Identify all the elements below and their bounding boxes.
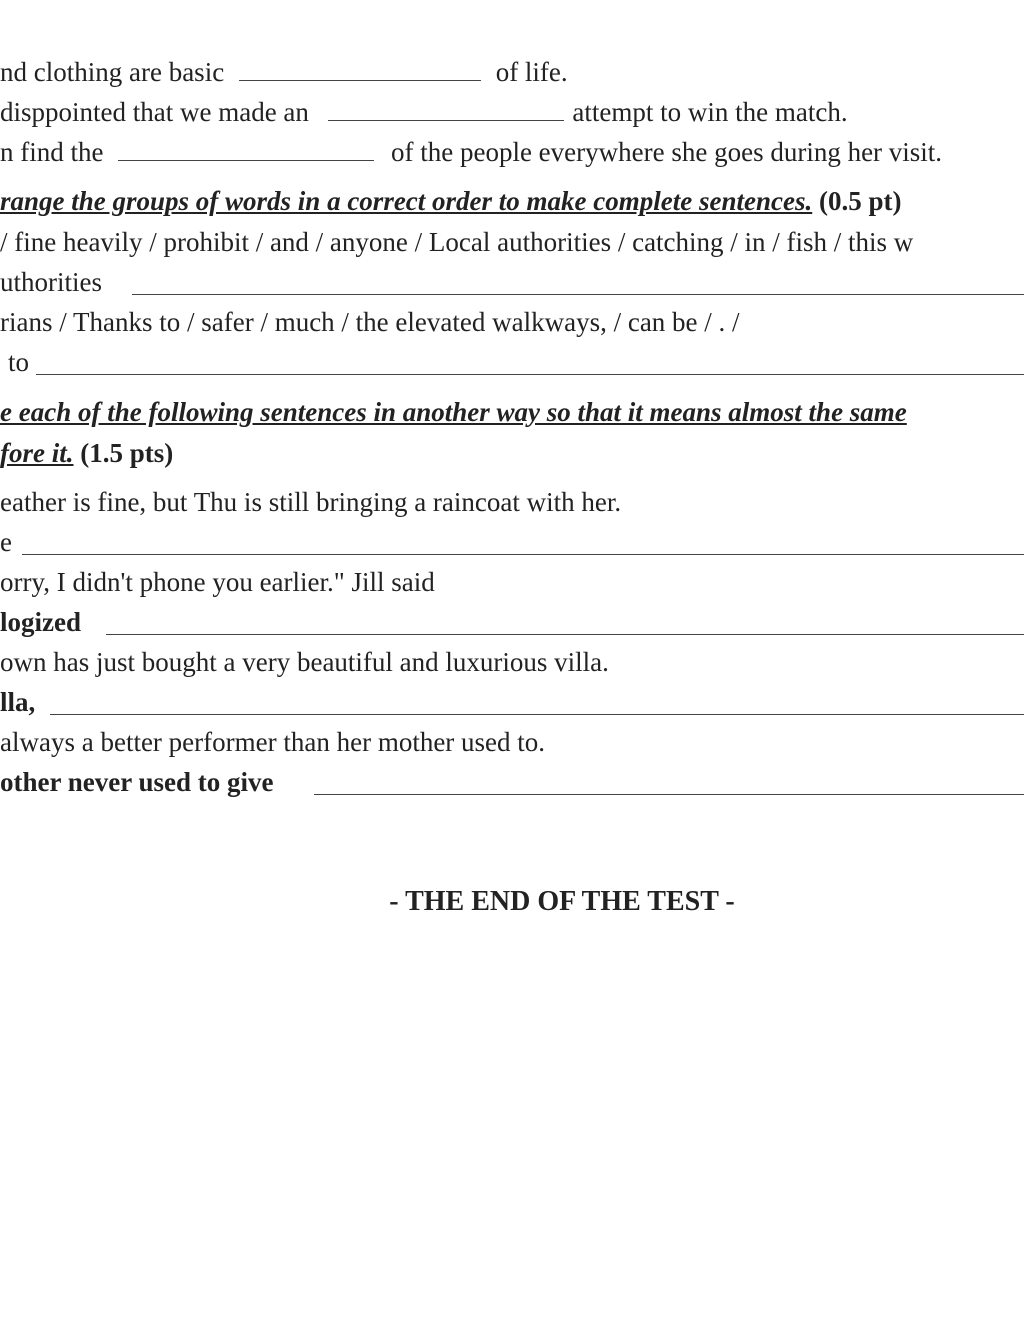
question-text-after: of the people everywhere she goes during her visit. (390, 137, 943, 167)
end-of-test-text: - THE END OF THE TEST - (389, 886, 735, 917)
question-text-before: nd clothing are basic (0, 57, 225, 87)
rewrite-answer-2 (0, 605, 81, 639)
answer-line[interactable] (132, 294, 1024, 295)
rewrite-prompt-4 (0, 725, 545, 759)
rewrite-prompt-1 (0, 485, 621, 519)
answer-line[interactable] (314, 794, 1024, 795)
answer-blank[interactable] (328, 98, 564, 121)
gap-fill-question-1 (0, 55, 568, 89)
section-points: (0.5 pt) (818, 186, 902, 216)
section-heading-rewrite (0, 395, 907, 429)
section-heading-text: range the groups of words in a correct order to make complete sentences. (0, 186, 813, 216)
section-heading-text: fore it. (0, 438, 74, 468)
word-groups: rians / Thanks to / safer / much / the elevated walkways, / can be / . / (0, 307, 740, 337)
rewrite-answer-4 (0, 765, 273, 799)
question-text-before: n find the (0, 137, 104, 167)
rewrite-answer-3 (0, 685, 35, 719)
gap-fill-question-2 (0, 95, 848, 129)
rewrite-prompt-2 (0, 565, 435, 599)
answer-start: lla, (0, 687, 36, 717)
rewrite-prompt-3 (0, 645, 609, 679)
answer-line[interactable] (50, 714, 1024, 715)
rearrange-words-2 (0, 305, 740, 339)
answer-line[interactable] (36, 374, 1024, 375)
word-groups: / fine heavily / prohibit / and / anyone / Local authorities / catching / in / fish / this w (0, 227, 914, 257)
prompt-text: orry, I didn't phone you earlier." Jill said (0, 567, 435, 597)
prompt-text: own has just bought a very beautiful and luxurious villa. (0, 647, 609, 677)
answer-start: logized (0, 607, 81, 637)
rearrange-words-1 (0, 225, 913, 259)
prompt-text: always a better performer than her mother used to. (0, 727, 546, 757)
answer-start: e (0, 527, 12, 557)
section-heading-rearrange (0, 184, 901, 218)
section-heading-rewrite-line2 (0, 436, 173, 470)
question-text-before: disppointed that we made an (0, 97, 309, 127)
answer-start: other never used to give (0, 767, 274, 797)
section-points: (1.5 pts) (80, 438, 174, 468)
answer-blank[interactable] (239, 58, 481, 81)
rearrange-answer-2 (0, 345, 29, 379)
rearrange-answer-1 (0, 265, 102, 299)
section-heading-text: e each of the following sentences in another way so that it means almost the same (0, 397, 907, 427)
answer-line[interactable] (22, 554, 1024, 555)
prompt-text: eather is fine, but Thu is still bringing a raincoat with her. (0, 487, 622, 517)
rewrite-answer-1 (0, 525, 12, 559)
answer-blank[interactable] (118, 138, 374, 161)
answer-start: uthorities (0, 267, 102, 297)
question-text-after: of life. (495, 57, 568, 87)
question-text-after: attempt to win the match. (572, 97, 848, 127)
answer-line[interactable] (106, 634, 1024, 635)
gap-fill-question-3 (0, 135, 942, 169)
answer-start: to (8, 347, 30, 377)
